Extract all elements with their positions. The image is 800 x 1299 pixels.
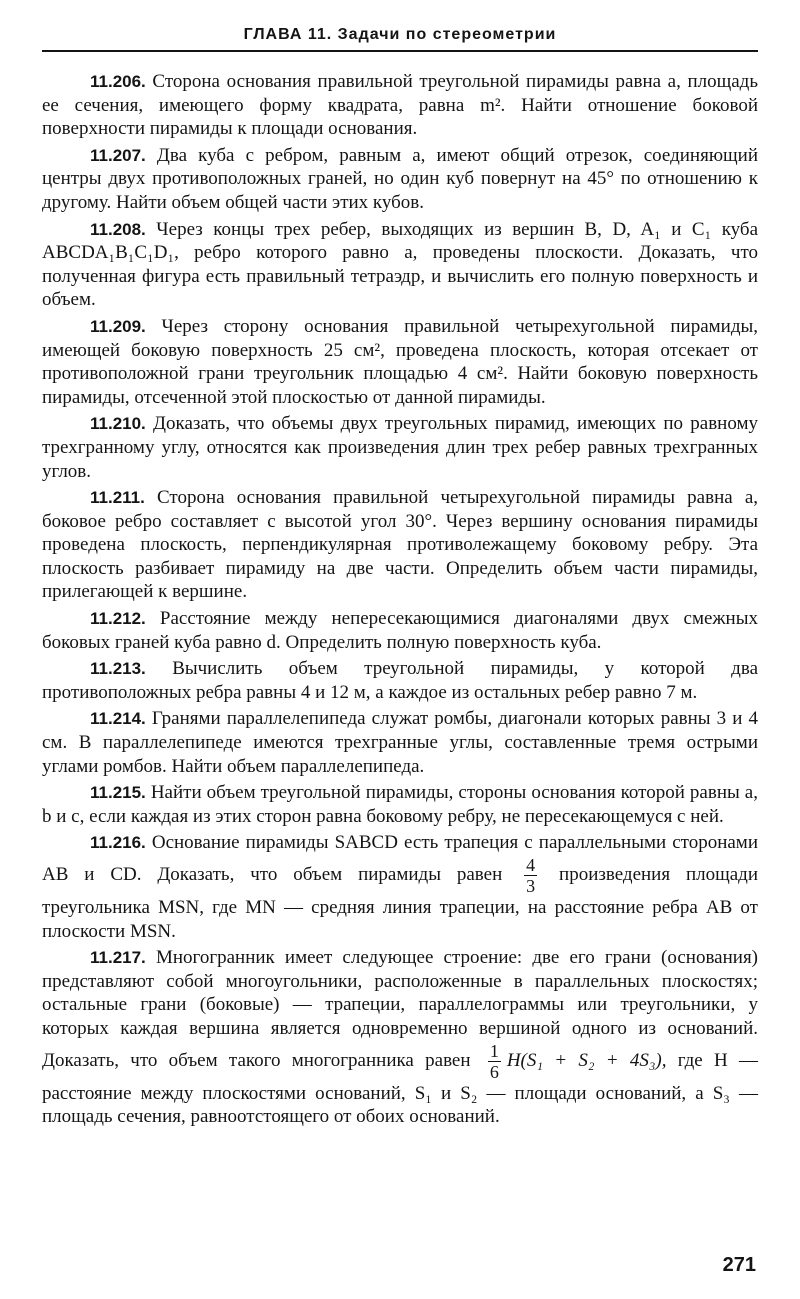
- page-content: [42, 70, 758, 1132]
- problem-text: Два куба с ребром, равным a, имеют общий отрезок, соединяющий центры двух противоположных граней, но один куб повернут на 45° по отношению к другому. Найти объем общей части этих кубов.: [42, 144, 758, 213]
- problem-text: Вычислить объем треугольной пирамиды, у которой два противоположных ребра равны 4 и 12 м, а каждое из остальных ребер равно 7 м.: [42, 658, 759, 703]
- problem-text-part-2: где H — расстояние между плоскостями оснований, S₁ и S₂ — площади оснований, а S₃ — площадь сечения, равноотстоящего от обоих оснований.: [42, 1049, 758, 1128]
- problem-11-209: [42, 315, 758, 409]
- header-rule: [42, 50, 758, 52]
- problem-11-217: [42, 946, 758, 1129]
- fraction: [524, 855, 537, 896]
- fraction-numerator: 1: [489, 1040, 499, 1061]
- problem-11-208: [42, 218, 758, 312]
- problem-text: Через сторону основания правильной четырехугольной пирамиды, имеющей боковую поверхность 25 см², проведена плоскость, которая отсекает от противоположной грани треугольник площадью 4 см². Найти боковую поверхность пирамиды, отсеченной этой плоскостью от данной пирамиды.: [42, 315, 759, 408]
- problem-number: 11.213.: [90, 659, 146, 679]
- fraction: [488, 1041, 501, 1082]
- problem-number: 11.209.: [90, 316, 146, 336]
- problem-number: 11.212.: [90, 609, 146, 629]
- fraction-denominator: 3: [526, 876, 536, 896]
- problem-text: Сторона основания правильной четырехугольной пирамиды равна a, боковое ребро составляет с высотой угол 30°. Через вершину основания пирамиды проведена плоскость, перпендикулярная противолежащему боковому ребру. Эта плоскость разбивает пирамиду на две части. Определить объем части пирамиды, прилегающей к вершине.: [42, 487, 758, 603]
- problem-11-206: [42, 70, 758, 141]
- problem-text: Сторона основания правильной треугольной пирамиды равна a, площадь ее сечения, имеющего форму квадрата, равна m². Найти отношение боковой поверхности пирамиды к площади основания.: [42, 71, 759, 140]
- problem-11-207: [42, 144, 758, 215]
- problem-number: 11.216.: [90, 833, 146, 853]
- problem-text: Расстояние между непересекающимися диагоналями двух смежных боковых граней куба равно d. Определить полную поверхность куба.: [42, 608, 758, 653]
- problem-text-part-1: Многогранник имеет следующее строение: две его грани (основания) представляют собой многоугольники, расположенные в параллельных плоскостях; остальные грани (боковые) — трапеции, параллелограммы или треугольники, у которых каждая вершина является одновременно вершиной одного из оснований. Доказать, что объем такого многогранника равен: [42, 947, 759, 1071]
- fraction-numerator: 4: [526, 855, 536, 875]
- problem-11-216: [42, 831, 758, 943]
- problem-text: Через концы трех ребер, выходящих из вершин B, D, A₁ и C₁ куба ABCDA₁B₁C₁D₁, ребро которого равно a, проведены плоскости. Доказать, что полученная фигура есть правильный тетраэдр, и вычислить его полную поверхность и объем.: [42, 218, 759, 311]
- problem-11-215: [42, 781, 758, 828]
- problem-number: 11.214.: [90, 709, 146, 729]
- formula: H(S₁ + S₂ + 4S₃),: [506, 1049, 667, 1071]
- problem-number: 11.208.: [90, 219, 146, 239]
- problem-number: 11.210.: [90, 414, 146, 434]
- problem-text: Доказать, что объемы двух треугольных пирамид, имеющих по равному трехгранному углу, относятся как произведения длин трех ребер равных трехгранных углов.: [42, 413, 758, 482]
- problem-text-part-2: произведения площади треугольника MSN, где MN — средняя линия трапеции, на расстояние ребра AB от плоскости MSN.: [42, 863, 759, 942]
- problem-11-210: [42, 412, 758, 483]
- problem-number: 11.217.: [90, 948, 146, 968]
- problem-number: 11.207.: [90, 145, 146, 165]
- page-number: 271: [722, 1254, 756, 1276]
- problem-text: Найти объем треугольной пирамиды, стороны основания которой равны a, b и c, если каждая из этих сторон равна боковому ребру, не пересекающемуся с ней.: [42, 782, 758, 827]
- problem-text: Гранями параллелепипеда служат ромбы, диагонали которых равны 3 и 4 см. В параллелепипеде имеются трехгранные углы, составленные тремя острыми углами ромбов. Найти объем параллелепипеда.: [42, 708, 759, 777]
- chapter-header: ГЛАВА 11. Задачи по стереометрии: [243, 26, 557, 43]
- problem-11-212: [42, 607, 758, 654]
- problem-number: 11.206.: [90, 72, 146, 91]
- problem-11-214: [42, 707, 758, 778]
- fraction-denominator: 6: [489, 1061, 499, 1082]
- problem-number: 11.215.: [90, 783, 146, 803]
- problem-number: 11.211.: [90, 488, 145, 508]
- problem-text-part-1: Основание пирамиды SABCD есть трапеция с параллельными сторонами AB и CD. Доказать, что объем пирамиды равен: [42, 832, 759, 885]
- problem-11-213: [42, 657, 758, 704]
- problem-11-211: [42, 486, 758, 604]
